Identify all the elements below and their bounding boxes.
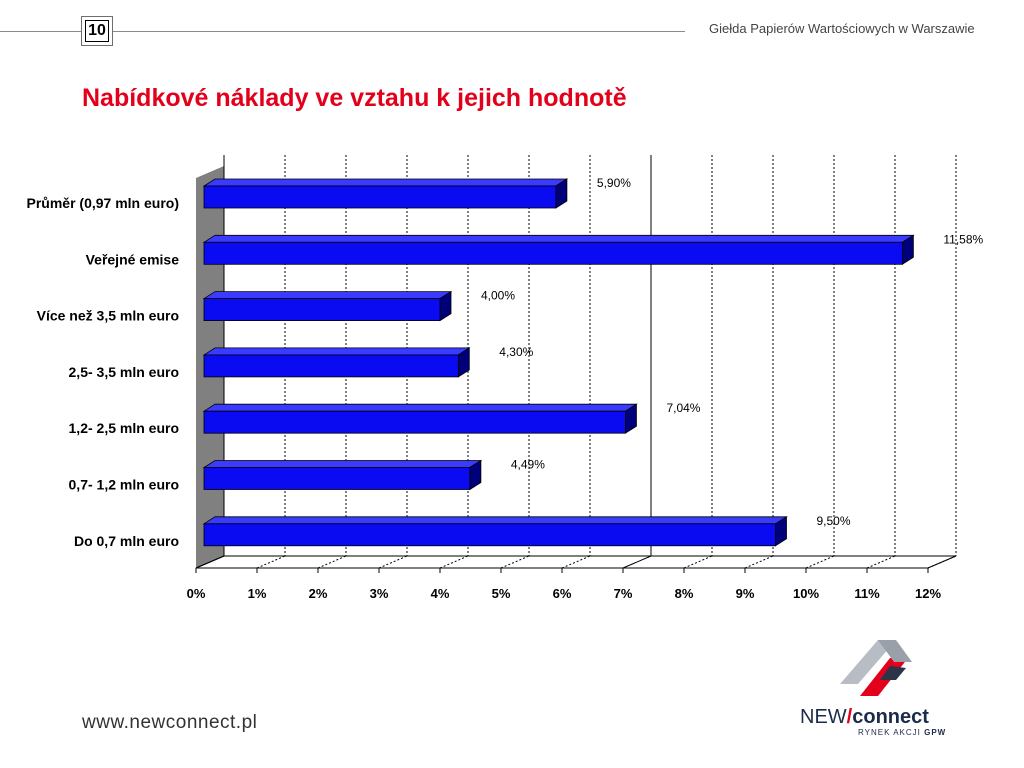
newconnect-arrow-icon xyxy=(838,634,914,700)
logo-sub-prefix: RYNEK AKCJI xyxy=(858,728,921,737)
bar-top-face xyxy=(204,348,469,355)
x-tick-label: 0% xyxy=(186,586,206,601)
bar-top-face xyxy=(204,404,636,411)
bar-top-face xyxy=(204,461,481,468)
bar xyxy=(204,186,556,208)
bar-value-label: 5,90% xyxy=(596,176,631,190)
bar-top-face xyxy=(204,179,567,186)
x-tick-label: 7% xyxy=(613,586,633,601)
bar-value-label: 4,00% xyxy=(481,288,516,303)
x-tick-label: 1% xyxy=(247,586,267,601)
x-tick-label: 9% xyxy=(735,586,755,601)
category-label: 2,5- 3,5 mln euro xyxy=(68,363,179,380)
footer-url[interactable]: www.newconnect.pl xyxy=(82,712,258,733)
bar xyxy=(204,468,470,490)
category-label: 1,2- 2,5 mln euro xyxy=(68,420,179,437)
category-label: Veřejné emise xyxy=(85,251,179,268)
bar xyxy=(204,524,776,546)
x-tick-label: 12% xyxy=(914,586,942,601)
x-tick-label: 2% xyxy=(308,586,328,601)
x-tick-label: 4% xyxy=(430,586,450,601)
slide-number: 10 xyxy=(85,20,109,42)
x-tick-label: 11% xyxy=(854,586,880,601)
bar xyxy=(204,242,902,264)
slide-title: Nabídkové náklady ve vztahu k jejich hodnotě xyxy=(82,84,627,112)
logo-sub-brand: GPW xyxy=(924,728,947,737)
bar-value-label: 11,58% xyxy=(943,232,984,247)
newconnect-logo xyxy=(800,634,980,744)
bar-top-face xyxy=(204,517,787,524)
logo-slash: / xyxy=(846,706,853,728)
bar xyxy=(204,299,440,321)
x-tick-label: 6% xyxy=(552,586,572,601)
chart-floor xyxy=(196,556,956,568)
bar-value-label: 4,30% xyxy=(499,344,534,359)
category-label: Více než 3,5 mln euro xyxy=(36,307,179,324)
bar-top-face xyxy=(204,235,913,242)
bar xyxy=(204,411,625,433)
bar-top-face xyxy=(204,292,451,299)
category-label: Průměr (0,97 mln euro) xyxy=(26,195,179,211)
bar-value-label: 7,04% xyxy=(666,401,701,416)
category-label: 0,7- 1,2 mln euro xyxy=(68,476,179,493)
logo-wordmark xyxy=(800,706,929,729)
x-tick-label: 5% xyxy=(491,586,511,601)
x-tick-label: 8% xyxy=(674,586,694,601)
x-tick-label: 10% xyxy=(792,586,820,601)
logo-connect: connect xyxy=(852,706,929,728)
category-label: Do 0,7 mln euro xyxy=(73,532,179,549)
logo-subtitle xyxy=(858,728,946,737)
bar xyxy=(204,355,458,377)
organization-name: Giełda Papierów Wartościowych w Warszawie xyxy=(709,21,975,36)
bar-value-label: 9,50% xyxy=(816,513,851,528)
logo-new: NEW xyxy=(800,706,847,728)
bar-value-label: 4,49% xyxy=(510,457,545,472)
x-tick-label: 3% xyxy=(369,586,389,601)
